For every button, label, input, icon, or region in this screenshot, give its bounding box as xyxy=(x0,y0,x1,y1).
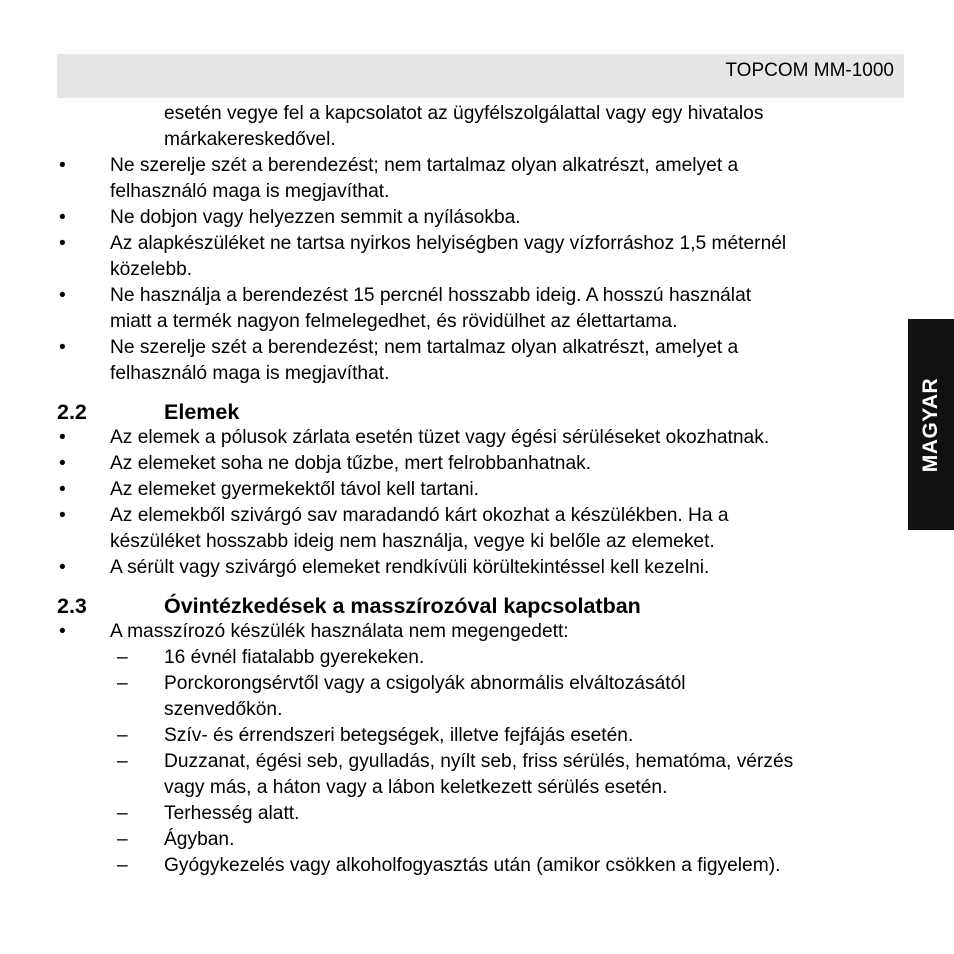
intro-continuation xyxy=(57,101,904,153)
bullet-glyph: • xyxy=(59,621,66,642)
sub-list-item: – Gyógykezelés vagy alkoholfogyasztás után (amikor csökken a figyelem). xyxy=(57,853,904,879)
list-item-cont: felhasználó maga is megjavíthat. xyxy=(110,363,390,384)
bullet-glyph: • xyxy=(59,557,66,578)
bullet-glyph: • xyxy=(59,207,66,228)
list-item: • Az elemekből szivárgó sav maradandó kárt okozhat a készülékben. Ha a xyxy=(57,503,904,529)
list-item-cont: közelebb. xyxy=(110,259,193,280)
section-number: 2.2 xyxy=(57,400,87,424)
intro-bullet-list xyxy=(57,153,904,387)
dash-glyph: – xyxy=(117,647,128,668)
massager-restrictions-list xyxy=(57,619,904,879)
sub-list-item: – Porckorongsérvtől vagy a csigolyák abnormális elváltozásától xyxy=(57,671,904,697)
list-item: • Az elemeket gyermekektől távol kell tartani. xyxy=(57,477,904,503)
list-item: • Ne szerelje szét a berendezést; nem tartalmaz olyan alkatrészt, amelyet a xyxy=(57,335,904,361)
bullet-glyph: • xyxy=(59,285,66,306)
section-number: 2.3 xyxy=(57,594,87,618)
sub-list-item: – Ágyban. xyxy=(57,827,904,853)
language-tab-label: MAGYAR xyxy=(919,377,942,472)
list-item: • Az elemek a pólusok zárlata esetén tüzet vagy égési sérüléseket okozhatnak. xyxy=(57,425,904,451)
section-title: Elemek xyxy=(164,400,240,424)
sub-list-item: – Szív- és érrendszeri betegségek, illetve fejfájás esetén. xyxy=(57,723,904,749)
bullet-glyph: • xyxy=(59,337,66,358)
dash-glyph: – xyxy=(117,855,128,876)
list-item: • Az alapkészüléket ne tartsa nyirkos helyiségben vagy vízforráshoz 1,5 méternél xyxy=(57,231,904,257)
section-heading-2-3 xyxy=(57,593,904,619)
sub-list-item-cont: vagy más, a háton vagy a lábon keletkezett sérülés esetén. xyxy=(164,777,668,798)
list-item: • Az elemeket soha ne dobja tűzbe, mert felrobbanhatnak. xyxy=(57,451,904,477)
battery-bullet-list xyxy=(57,425,904,581)
bullet-glyph: • xyxy=(59,453,66,474)
list-item: • Ne használja a berendezést 15 percnél hosszabb ideig. A hosszú használat xyxy=(57,283,904,309)
dash-glyph: – xyxy=(117,725,128,746)
dash-glyph: – xyxy=(117,751,128,772)
bullet-glyph: • xyxy=(59,479,66,500)
text-line: márkakereskedővel. xyxy=(164,129,336,150)
bullet-glyph: • xyxy=(59,233,66,254)
list-item: • A masszírozó készülék használata nem megengedett: xyxy=(57,619,904,645)
text-line: esetén vegye fel a kapcsolatot az ügyfélszolgálattal vagy egy hivatalos xyxy=(164,103,764,124)
list-item: • Ne szerelje szét a berendezést; nem tartalmaz olyan alkatrészt, amelyet a xyxy=(57,153,904,179)
sub-list-item: – 16 évnél fiatalabb gyerekeken. xyxy=(57,645,904,671)
dash-glyph: – xyxy=(117,673,128,694)
bullet-glyph: • xyxy=(59,505,66,526)
page-header xyxy=(57,54,904,98)
list-item: • Ne dobjon vagy helyezzen semmit a nyílásokba. xyxy=(57,205,904,231)
dash-glyph: – xyxy=(117,829,128,850)
language-tab xyxy=(908,319,954,530)
sub-list-item: – Duzzanat, égési seb, gyulladás, nyílt seb, friss sérülés, hematóma, vérzés xyxy=(57,749,904,775)
list-item-cont: miatt a termék nagyon felmelegedhet, és rövidülhet az élettartama. xyxy=(110,311,678,332)
list-item-cont: készüléket hosszabb ideig nem használja, vegye ki belőle az elemeket. xyxy=(110,531,715,552)
list-item: • A sérült vagy szivárgó elemeket rendkívüli körültekintéssel kell kezelni. xyxy=(57,555,904,581)
dash-glyph: – xyxy=(117,803,128,824)
bullet-glyph: • xyxy=(59,155,66,176)
sub-list-item: – Terhesség alatt. xyxy=(57,801,904,827)
document-body xyxy=(57,101,904,879)
section-title: Óvintézkedések a masszírozóval kapcsolatban xyxy=(164,594,641,618)
sub-list-item-cont: szenvedőkön. xyxy=(164,699,283,720)
bullet-glyph: • xyxy=(59,427,66,448)
section-heading-2-2 xyxy=(57,399,904,425)
list-item-cont: felhasználó maga is megjavíthat. xyxy=(110,181,390,202)
header-title: TOPCOM MM-1000 xyxy=(725,60,894,81)
